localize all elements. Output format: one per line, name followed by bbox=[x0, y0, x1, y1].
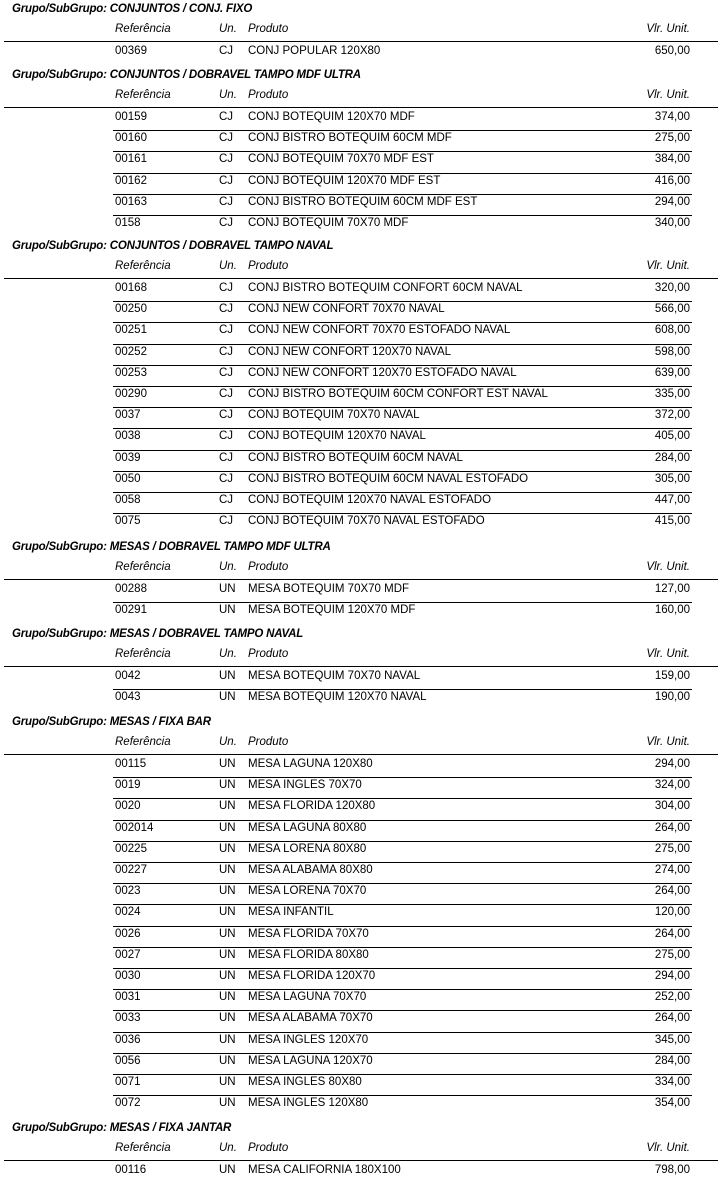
header-un: Un. bbox=[219, 561, 237, 573]
row-divider bbox=[113, 989, 692, 990]
table-row bbox=[0, 1034, 718, 1055]
row-divider bbox=[113, 862, 692, 863]
header-referencia: Referência bbox=[115, 648, 171, 660]
product-cell: CONJ POPULAR 120X80 bbox=[248, 45, 381, 57]
unit-cell: CJ bbox=[219, 409, 234, 422]
price-cell: 294,00 bbox=[654, 970, 690, 982]
product-cell: CONJ BOTEQUIM 120X70 MDF bbox=[248, 111, 415, 123]
row-divider bbox=[113, 1010, 692, 1011]
ref-cell: 002014 bbox=[115, 821, 154, 834]
ref-cell: 0036 bbox=[115, 1033, 141, 1046]
unit-cell: CJ bbox=[219, 153, 234, 166]
row-divider bbox=[113, 689, 692, 690]
table-row bbox=[0, 175, 718, 196]
ref-cell: 00291 bbox=[115, 604, 147, 617]
row-divider bbox=[113, 513, 692, 514]
table-row bbox=[0, 758, 718, 779]
unit-cell: UN bbox=[219, 1012, 236, 1025]
table-row bbox=[0, 324, 718, 345]
header-vlr-unit: Vlr. Unit. bbox=[646, 260, 690, 272]
price-cell: 304,00 bbox=[654, 800, 690, 813]
row-divider bbox=[113, 344, 692, 345]
table-row bbox=[0, 430, 718, 451]
table-row bbox=[0, 1076, 718, 1097]
group-title: Grupo/SubGrupo: MESAS / FIXA BAR bbox=[12, 716, 211, 728]
ref-cell: 0072 bbox=[115, 1097, 141, 1110]
header-vlr-unit: Vlr. Unit. bbox=[646, 1142, 690, 1154]
group-title: Grupo/SubGrupo: CONJUNTOS / CONJ. FIXO bbox=[12, 3, 253, 15]
header-divider bbox=[4, 666, 718, 667]
product-cell: CONJ BISTRO BOTEQUIM 60CM MDF EST bbox=[248, 195, 478, 208]
product-cell: MESA BOTEQUIM 120X70 MDF bbox=[248, 604, 416, 617]
table-row bbox=[0, 473, 718, 494]
header-vlr-unit: Vlr. Unit. bbox=[646, 648, 690, 660]
price-cell: 334,00 bbox=[654, 1076, 690, 1088]
ref-cell: 0033 bbox=[115, 1012, 141, 1025]
price-cell: 264,00 bbox=[654, 927, 690, 940]
ref-cell: 0071 bbox=[115, 1076, 141, 1088]
ref-cell: 00159 bbox=[115, 111, 147, 123]
row-divider bbox=[113, 841, 692, 842]
row-divider bbox=[113, 450, 692, 451]
header-vlr-unit: Vlr. Unit. bbox=[646, 561, 690, 573]
header-un: Un. bbox=[219, 648, 237, 660]
ref-cell: 00225 bbox=[115, 842, 147, 855]
row-divider bbox=[113, 322, 692, 323]
price-cell: 159,00 bbox=[654, 670, 690, 682]
product-cell: CONJ BOTEQUIM 120X70 MDF EST bbox=[248, 174, 441, 187]
price-cell: 274,00 bbox=[654, 864, 690, 876]
price-cell: 190,00 bbox=[654, 691, 690, 704]
ref-cell: 00288 bbox=[115, 583, 147, 595]
row-divider bbox=[113, 365, 692, 366]
price-cell: 127,00 bbox=[654, 583, 690, 595]
table-row bbox=[0, 1164, 718, 1185]
table-row bbox=[0, 45, 718, 66]
unit-cell: UN bbox=[219, 1054, 236, 1067]
product-cell: MESA BOTEQUIM 120X70 NAVAL bbox=[248, 691, 427, 704]
row-divider bbox=[113, 215, 692, 216]
price-cell: 120,00 bbox=[654, 906, 690, 919]
price-cell: 372,00 bbox=[654, 409, 690, 422]
table-row bbox=[0, 132, 718, 153]
price-cell: 415,00 bbox=[654, 515, 690, 528]
price-cell: 284,00 bbox=[654, 1054, 690, 1067]
unit-cell: CJ bbox=[219, 303, 234, 316]
product-cell: CONJ BOTEQUIM 70X70 NAVAL ESTOFADO bbox=[248, 515, 485, 528]
unit-cell: UN bbox=[219, 906, 236, 919]
row-divider bbox=[113, 1053, 692, 1054]
ref-cell: 0024 bbox=[115, 906, 141, 919]
row-divider bbox=[113, 428, 692, 429]
unit-cell: UN bbox=[219, 779, 236, 792]
table-row bbox=[0, 1097, 718, 1118]
table-row bbox=[0, 800, 718, 821]
product-cell: MESA INGLES 70X70 bbox=[248, 779, 362, 792]
unit-cell: CJ bbox=[219, 217, 234, 229]
price-cell: 305,00 bbox=[654, 472, 690, 485]
price-cell: 598,00 bbox=[654, 345, 690, 358]
price-cell: 275,00 bbox=[654, 948, 690, 961]
unit-cell: CJ bbox=[219, 132, 234, 145]
product-cell: MESA INFANTIL bbox=[248, 906, 334, 919]
unit-cell: CJ bbox=[219, 45, 234, 57]
product-cell: CONJ NEW CONFORT 70X70 ESTOFADO NAVAL bbox=[248, 324, 511, 337]
unit-cell: UN bbox=[219, 691, 236, 704]
ref-cell: 0031 bbox=[115, 991, 141, 1004]
product-cell: MESA BOTEQUIM 70X70 NAVAL bbox=[248, 670, 421, 682]
price-cell: 447,00 bbox=[654, 494, 690, 506]
product-cell: CONJ BISTRO BOTEQUIM CONFORT 60CM NAVAL bbox=[248, 282, 523, 294]
unit-cell: CJ bbox=[219, 388, 234, 400]
header-referencia: Referência bbox=[115, 1142, 171, 1154]
ref-cell: 00163 bbox=[115, 195, 147, 208]
ref-cell: 0075 bbox=[115, 515, 141, 528]
row-divider bbox=[113, 947, 692, 948]
unit-cell: CJ bbox=[219, 494, 234, 506]
header-vlr-unit: Vlr. Unit. bbox=[646, 23, 690, 35]
unit-cell: UN bbox=[219, 670, 236, 682]
table-row bbox=[0, 1012, 718, 1033]
ref-cell: 00116 bbox=[115, 1164, 147, 1176]
product-cell: MESA FLORIDA 120X80 bbox=[248, 800, 376, 813]
ref-cell: 0043 bbox=[115, 691, 141, 704]
price-cell: 374,00 bbox=[654, 111, 690, 123]
price-cell: 264,00 bbox=[654, 885, 690, 898]
unit-cell: CJ bbox=[219, 324, 234, 337]
ref-cell: 0020 bbox=[115, 800, 141, 813]
row-divider bbox=[113, 151, 692, 152]
header-vlr-unit: Vlr. Unit. bbox=[646, 89, 690, 101]
product-cell: CONJ NEW CONFORT 120X70 ESTOFADO NAVAL bbox=[248, 366, 517, 379]
header-un: Un. bbox=[219, 260, 237, 272]
product-cell: CONJ NEW CONFORT 70X70 NAVAL bbox=[248, 303, 445, 316]
table-row bbox=[0, 111, 718, 132]
table-row bbox=[0, 604, 718, 625]
row-divider bbox=[113, 883, 692, 884]
ref-cell: 00253 bbox=[115, 366, 147, 379]
table-row bbox=[0, 949, 718, 970]
row-divider bbox=[113, 1032, 692, 1033]
header-produto: Produto bbox=[248, 1142, 289, 1154]
product-cell: CONJ BOTEQUIM 120X70 NAVAL ESTOFADO bbox=[248, 494, 492, 506]
unit-cell: CJ bbox=[219, 195, 234, 208]
price-cell: 294,00 bbox=[654, 195, 690, 208]
table-row bbox=[0, 864, 718, 885]
product-cell: MESA CALIFORNIA 180X100 bbox=[248, 1164, 401, 1176]
product-cell: CONJ BOTEQUIM 70X70 NAVAL bbox=[248, 409, 420, 422]
header-referencia: Referência bbox=[115, 23, 171, 35]
product-cell: MESA LAGUNA 80X80 bbox=[248, 821, 367, 834]
row-divider bbox=[113, 798, 692, 799]
unit-cell: UN bbox=[219, 948, 236, 961]
ref-cell: 0050 bbox=[115, 472, 141, 485]
header-produto: Produto bbox=[248, 736, 289, 748]
price-cell: 639,00 bbox=[654, 366, 690, 379]
row-divider bbox=[113, 820, 692, 821]
row-divider bbox=[113, 386, 692, 387]
price-cell: 345,00 bbox=[654, 1033, 690, 1046]
header-referencia: Referência bbox=[115, 260, 171, 272]
unit-cell: UN bbox=[219, 1097, 236, 1110]
row-divider bbox=[113, 904, 692, 905]
row-divider bbox=[113, 1074, 692, 1075]
row-divider bbox=[113, 492, 692, 493]
header-divider bbox=[4, 278, 718, 279]
header-vlr-unit: Vlr. Unit. bbox=[646, 736, 690, 748]
ref-cell: 00168 bbox=[115, 282, 147, 294]
header-divider bbox=[4, 579, 718, 580]
ref-cell: 00227 bbox=[115, 864, 147, 876]
table-row bbox=[0, 991, 718, 1012]
ref-cell: 0027 bbox=[115, 948, 141, 961]
product-cell: CONJ BISTRO BOTEQUIM 60CM CONFORT EST NAVAL bbox=[248, 388, 548, 400]
unit-cell: UN bbox=[219, 970, 236, 982]
row-divider bbox=[113, 602, 692, 603]
table-row bbox=[0, 196, 718, 217]
product-cell: MESA LAGUNA 120X80 bbox=[248, 758, 373, 770]
ref-cell: 00162 bbox=[115, 174, 147, 187]
price-cell: 264,00 bbox=[654, 821, 690, 834]
table-row bbox=[0, 906, 718, 927]
unit-cell: UN bbox=[219, 1033, 236, 1046]
table-row bbox=[0, 494, 718, 515]
price-cell: 275,00 bbox=[654, 842, 690, 855]
price-cell: 275,00 bbox=[654, 132, 690, 145]
ref-cell: 0039 bbox=[115, 451, 141, 464]
ref-cell: 00290 bbox=[115, 388, 147, 400]
ref-cell: 00160 bbox=[115, 132, 147, 145]
price-cell: 284,00 bbox=[654, 451, 690, 464]
row-divider bbox=[113, 471, 692, 472]
price-cell: 294,00 bbox=[654, 758, 690, 770]
row-divider bbox=[113, 130, 692, 131]
row-divider bbox=[113, 194, 692, 195]
header-un: Un. bbox=[219, 1142, 237, 1154]
row-divider bbox=[113, 301, 692, 302]
ref-cell: 0158 bbox=[115, 217, 141, 229]
table-row bbox=[0, 452, 718, 473]
product-cell: MESA FLORIDA 80X80 bbox=[248, 948, 369, 961]
header-divider bbox=[4, 754, 718, 755]
price-cell: 566,00 bbox=[654, 303, 690, 316]
price-cell: 340,00 bbox=[654, 217, 690, 229]
group-title: Grupo/SubGrupo: CONJUNTOS / DOBRAVEL TAMPO NAVAL bbox=[12, 240, 334, 252]
header-produto: Produto bbox=[248, 260, 289, 272]
row-divider bbox=[113, 968, 692, 969]
product-cell: MESA LAGUNA 120X70 bbox=[248, 1054, 373, 1067]
unit-cell: CJ bbox=[219, 111, 234, 123]
product-cell: MESA ALABAMA 80X80 bbox=[248, 864, 373, 876]
header-un: Un. bbox=[219, 89, 237, 101]
group-title: Grupo/SubGrupo: MESAS / DOBRAVEL TAMPO NAVAL bbox=[12, 628, 304, 640]
product-cell: MESA LAGUNA 70X70 bbox=[248, 991, 367, 1004]
price-cell: 798,00 bbox=[654, 1164, 690, 1176]
header-un: Un. bbox=[219, 23, 237, 35]
header-divider bbox=[4, 107, 718, 108]
header-divider bbox=[4, 1160, 718, 1161]
table-row bbox=[0, 1055, 718, 1076]
product-cell: CONJ NEW CONFORT 120X70 NAVAL bbox=[248, 345, 452, 358]
price-cell: 416,00 bbox=[654, 174, 690, 187]
price-cell: 335,00 bbox=[654, 388, 690, 400]
unit-cell: UN bbox=[219, 991, 236, 1004]
table-row bbox=[0, 885, 718, 906]
ref-cell: 0056 bbox=[115, 1054, 141, 1067]
unit-cell: CJ bbox=[219, 174, 234, 187]
table-row bbox=[0, 409, 718, 430]
product-cell: MESA LORENA 80X80 bbox=[248, 842, 367, 855]
table-row bbox=[0, 282, 718, 303]
table-row bbox=[0, 153, 718, 174]
ref-cell: 0037 bbox=[115, 409, 141, 422]
table-row bbox=[0, 779, 718, 800]
ref-cell: 00250 bbox=[115, 303, 147, 316]
price-cell: 324,00 bbox=[654, 779, 690, 792]
header-divider bbox=[4, 41, 718, 42]
header-referencia: Referência bbox=[115, 561, 171, 573]
unit-cell: CJ bbox=[219, 345, 234, 358]
product-cell: CONJ BISTRO BOTEQUIM 60CM MDF bbox=[248, 132, 452, 145]
price-cell: 354,00 bbox=[654, 1097, 690, 1110]
product-cell: MESA FLORIDA 120X70 bbox=[248, 970, 376, 982]
table-row bbox=[0, 303, 718, 324]
unit-cell: CJ bbox=[219, 515, 234, 528]
group-title: Grupo/SubGrupo: CONJUNTOS / DOBRAVEL TAMPO MDF ULTRA bbox=[12, 69, 361, 81]
header-produto: Produto bbox=[248, 89, 289, 101]
header-produto: Produto bbox=[248, 648, 289, 660]
product-cell: MESA INGLES 120X70 bbox=[248, 1033, 369, 1046]
price-cell: 320,00 bbox=[654, 282, 690, 294]
unit-cell: UN bbox=[219, 864, 236, 876]
product-cell: CONJ BOTEQUIM 70X70 MDF bbox=[248, 217, 409, 229]
product-cell: CONJ BISTRO BOTEQUIM 60CM NAVAL ESTOFADO bbox=[248, 472, 529, 485]
price-cell: 650,00 bbox=[654, 45, 690, 57]
unit-cell: CJ bbox=[219, 472, 234, 485]
header-produto: Produto bbox=[248, 561, 289, 573]
ref-cell: 00251 bbox=[115, 324, 147, 337]
product-cell: CONJ BOTEQUIM 120X70 NAVAL bbox=[248, 430, 426, 443]
ref-cell: 0026 bbox=[115, 927, 141, 940]
table-row bbox=[0, 367, 718, 388]
ref-cell: 0019 bbox=[115, 779, 141, 792]
row-divider bbox=[113, 1095, 692, 1096]
unit-cell: UN bbox=[219, 1076, 236, 1088]
ref-cell: 0042 bbox=[115, 670, 141, 682]
header-referencia: Referência bbox=[115, 89, 171, 101]
price-cell: 264,00 bbox=[654, 1012, 690, 1025]
unit-cell: UN bbox=[219, 821, 236, 834]
price-cell: 384,00 bbox=[654, 153, 690, 166]
ref-cell: 0058 bbox=[115, 494, 141, 506]
ref-cell: 00252 bbox=[115, 345, 147, 358]
unit-cell: UN bbox=[219, 885, 236, 898]
header-referencia: Referência bbox=[115, 736, 171, 748]
ref-cell: 00369 bbox=[115, 45, 147, 57]
row-divider bbox=[113, 173, 692, 174]
row-divider bbox=[113, 407, 692, 408]
group-title: Grupo/SubGrupo: MESAS / DOBRAVEL TAMPO MDF ULTRA bbox=[12, 541, 331, 553]
header-un: Un. bbox=[219, 736, 237, 748]
header-produto: Produto bbox=[248, 23, 289, 35]
ref-cell: 00161 bbox=[115, 153, 147, 166]
product-cell: MESA ALABAMA 70X70 bbox=[248, 1012, 373, 1025]
table-row bbox=[0, 691, 718, 712]
price-cell: 252,00 bbox=[654, 991, 690, 1004]
ref-cell: 0023 bbox=[115, 885, 141, 898]
product-cell: MESA FLORIDA 70X70 bbox=[248, 927, 369, 940]
ref-cell: 0030 bbox=[115, 970, 141, 982]
product-cell: CONJ BOTEQUIM 70X70 MDF EST bbox=[248, 153, 434, 166]
table-row bbox=[0, 843, 718, 864]
unit-cell: UN bbox=[219, 927, 236, 940]
product-cell: MESA BOTEQUIM 70X70 MDF bbox=[248, 583, 410, 595]
ref-cell: 0038 bbox=[115, 430, 141, 443]
unit-cell: UN bbox=[219, 583, 236, 595]
price-cell: 405,00 bbox=[654, 430, 690, 443]
table-row bbox=[0, 583, 718, 604]
row-divider bbox=[113, 926, 692, 927]
table-row bbox=[0, 388, 718, 409]
unit-cell: UN bbox=[219, 604, 236, 617]
table-row bbox=[0, 970, 718, 991]
table-row bbox=[0, 515, 718, 536]
unit-cell: CJ bbox=[219, 282, 234, 294]
group-title: Grupo/SubGrupo: MESAS / FIXA JANTAR bbox=[12, 1122, 232, 1134]
product-cell: CONJ BISTRO BOTEQUIM 60CM NAVAL bbox=[248, 451, 463, 464]
table-row bbox=[0, 217, 718, 238]
table-row bbox=[0, 928, 718, 949]
unit-cell: UN bbox=[219, 758, 236, 770]
price-cell: 608,00 bbox=[654, 324, 690, 337]
product-cell: MESA INGLES 120X80 bbox=[248, 1097, 369, 1110]
product-cell: MESA INGLES 80X80 bbox=[248, 1076, 362, 1088]
product-cell: MESA LORENA 70X70 bbox=[248, 885, 367, 898]
unit-cell: CJ bbox=[219, 430, 234, 443]
row-divider bbox=[113, 777, 692, 778]
unit-cell: CJ bbox=[219, 366, 234, 379]
table-row bbox=[0, 670, 718, 691]
unit-cell: UN bbox=[219, 842, 236, 855]
table-row bbox=[0, 822, 718, 843]
unit-cell: UN bbox=[219, 1164, 236, 1176]
price-cell: 160,00 bbox=[654, 604, 690, 617]
unit-cell: CJ bbox=[219, 451, 234, 464]
ref-cell: 00115 bbox=[115, 758, 147, 770]
table-row bbox=[0, 346, 718, 367]
unit-cell: UN bbox=[219, 800, 236, 813]
